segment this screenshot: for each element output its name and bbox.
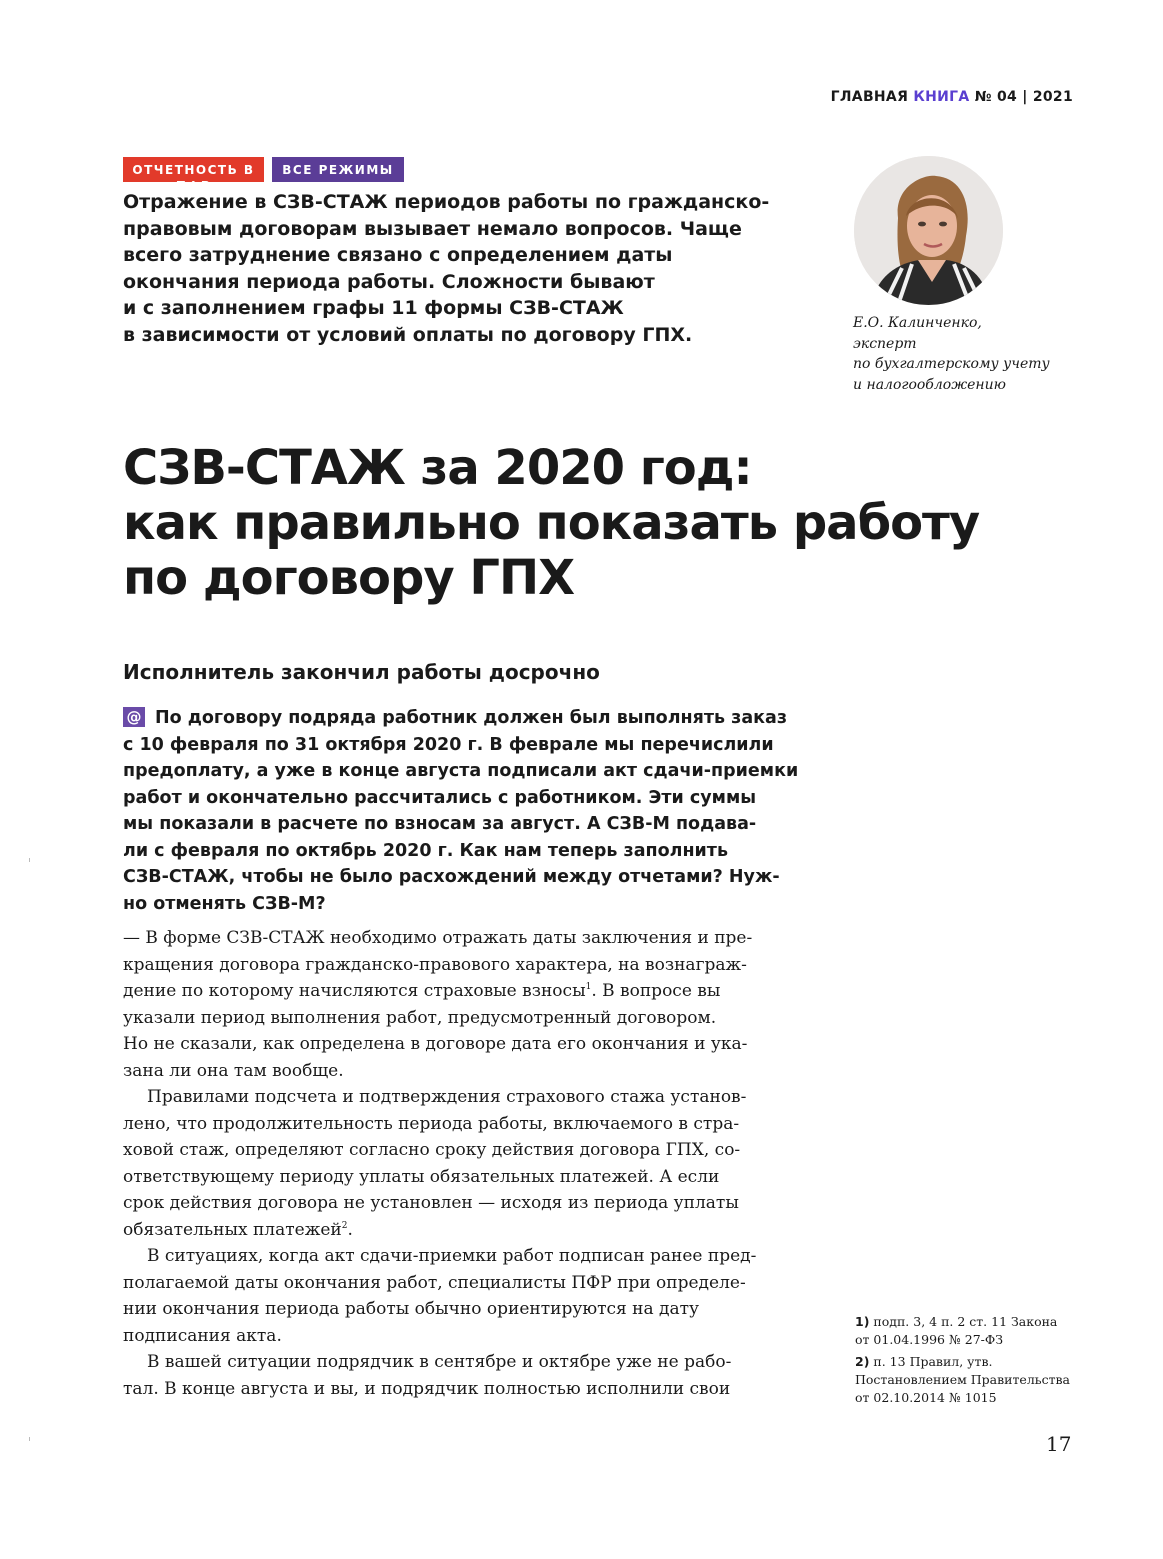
masthead-title: ГЛАВНАЯ (830, 89, 909, 105)
author-name: Е.О. Калинченко, (853, 315, 982, 331)
body-line: В вашей ситуации подрядчик в сентябре и октябре уже не рабо- (147, 1352, 732, 1372)
body-line: ховой стаж, определяют согласно сроку действия договора ГПХ, со- (123, 1140, 741, 1160)
footnote (855, 1353, 1090, 1407)
footnote-text: п. 13 Правил, утв. (873, 1354, 993, 1369)
margin-mark (29, 858, 30, 862)
body-text: дение по которому начисляются страховые взносы (123, 981, 586, 1001)
section-heading: Исполнитель закончил работы досрочно (123, 660, 600, 684)
question-line: предоплату, а уже в конце августа подписали акт сдачи-приемки (123, 761, 799, 781)
footnote-line (855, 1313, 1090, 1331)
body-line: нии окончания периода работы обычно ориентируются на дату (123, 1299, 700, 1319)
footnote-line: Постановлением Правительства (855, 1372, 1070, 1387)
body-line: тал. В конце августа и вы, и подрядчик полностью исполнили свои (123, 1378, 731, 1399)
page-number: 17 (1046, 1432, 1072, 1456)
author-role-line: и налогообложению (853, 376, 1006, 393)
lead-line: всего затруднение связано с определением даты (123, 244, 673, 266)
footnote-ref: 2 (341, 1220, 348, 1231)
author-caption (853, 313, 1083, 395)
body-text: обязательных платежей (123, 1219, 342, 1240)
body-text: . В вопросе вы (591, 981, 721, 1001)
masthead-accent: КНИГА (913, 89, 970, 105)
footnote-text: подп. 3, 4 п. 2 ст. 11 Закона (873, 1314, 1058, 1329)
body-line: подписания акта. (123, 1325, 282, 1346)
footnote (855, 1313, 1090, 1349)
question-line: работ и окончательно рассчитались с работником. Эти суммы (123, 787, 757, 808)
body-line: — В форме СЗВ-СТАЖ необходимо отражать даты заключения и пре- (123, 928, 753, 948)
question-line: СЗВ-СТАЖ, чтобы не было расхождений между отчетами? Нуж- (123, 867, 780, 887)
body-line: Но не сказали, как определена в договоре дата его окончания и ука- (123, 1034, 748, 1054)
lead-line: Отражение в СЗВ-СТАЖ периодов работы по гражданско- (123, 191, 770, 213)
footnote-number: 1) (855, 1314, 870, 1329)
author-photo (854, 156, 1003, 305)
body-line: Правилами подсчета и подтверждения страхового стажа установ- (147, 1087, 747, 1107)
body-line: В ситуациях, когда акт сдачи-приемки работ подписан ранее пред- (147, 1246, 757, 1266)
body-text: . (347, 1219, 353, 1240)
footnote-line (855, 1353, 1090, 1371)
footnote-number: 2) (855, 1354, 870, 1369)
tag-all-regimes: ВСЕ РЕЖИМЫ (272, 157, 404, 182)
title-line: по договору ГПХ (123, 550, 575, 606)
author-role-line: по бухгалтерскому учету (853, 356, 1050, 372)
footnotes (855, 1313, 1090, 1411)
category-tags (123, 157, 404, 193)
author-portrait-image (854, 156, 1003, 305)
lead-line: и с заполнением графы 11 формы СЗВ-СТАЖ (123, 297, 624, 319)
article-title (123, 441, 979, 606)
lead-line: правовым договорам вызывает немало вопросов. Чаще (123, 217, 742, 240)
email-at-icon: @ (123, 707, 145, 727)
question-line: но отменять СЗВ-М? (123, 893, 326, 914)
body-line: зана ли она там вообще. (123, 1060, 344, 1081)
title-line: СЗВ-СТАЖ за 2020 год: (123, 440, 752, 496)
body-line (123, 1217, 803, 1244)
masthead (831, 89, 1073, 105)
body-line: указали период выполнения работ, предусмотренный договором. (123, 1007, 717, 1028)
body-line: ответствующему периоду уплаты обязательных платежей. А если (123, 1166, 720, 1187)
lead-line: в зависимости от условий оплаты по договору ГПХ. (123, 323, 693, 346)
body-line: кращения договора гражданско-правового характера, на вознаграж- (123, 954, 747, 975)
title-line: как правильно показать работу (123, 495, 980, 551)
lead-line: окончания периода работы. Сложности бывают (123, 270, 655, 293)
footnote-line: от 01.04.1996 № 27-ФЗ (855, 1332, 1004, 1347)
reader-question (123, 705, 803, 917)
lead-paragraph (123, 189, 813, 348)
question-line: ли с февраля по октябрь 2020 г. Как нам теперь заполнить (123, 840, 729, 861)
author-role-line: эксперт (853, 335, 917, 352)
tag-reporting: ОТЧЕТНОСТЬ В ПФР (123, 157, 264, 182)
question-line: с 10 февраля по 31 октября 2020 г. В феврале мы перечислили (123, 734, 774, 755)
question-line: мы показали в расчете по взносам за август. А СЗВ-М подава- (123, 814, 757, 834)
body-line: срок действия договора не установлен — исходя из периода уплаты (123, 1193, 739, 1213)
footnote-ref: 1 (585, 982, 592, 992)
question-line (123, 705, 803, 732)
margin-mark (29, 1437, 30, 1441)
masthead-issue: № 04 | 2021 (974, 89, 1073, 105)
footnote-line: от 02.10.2014 № 1015 (855, 1390, 997, 1405)
body-line: полагаемой даты окончания работ, специалисты ПФР при определе- (123, 1272, 746, 1293)
body-line (123, 978, 803, 1005)
question-text: По договору подряда работник должен был выполнять заказ (155, 708, 787, 728)
body-line: лено, что продолжительность периода работы, включаемого в стра- (123, 1113, 740, 1134)
answer-body (123, 925, 803, 1402)
